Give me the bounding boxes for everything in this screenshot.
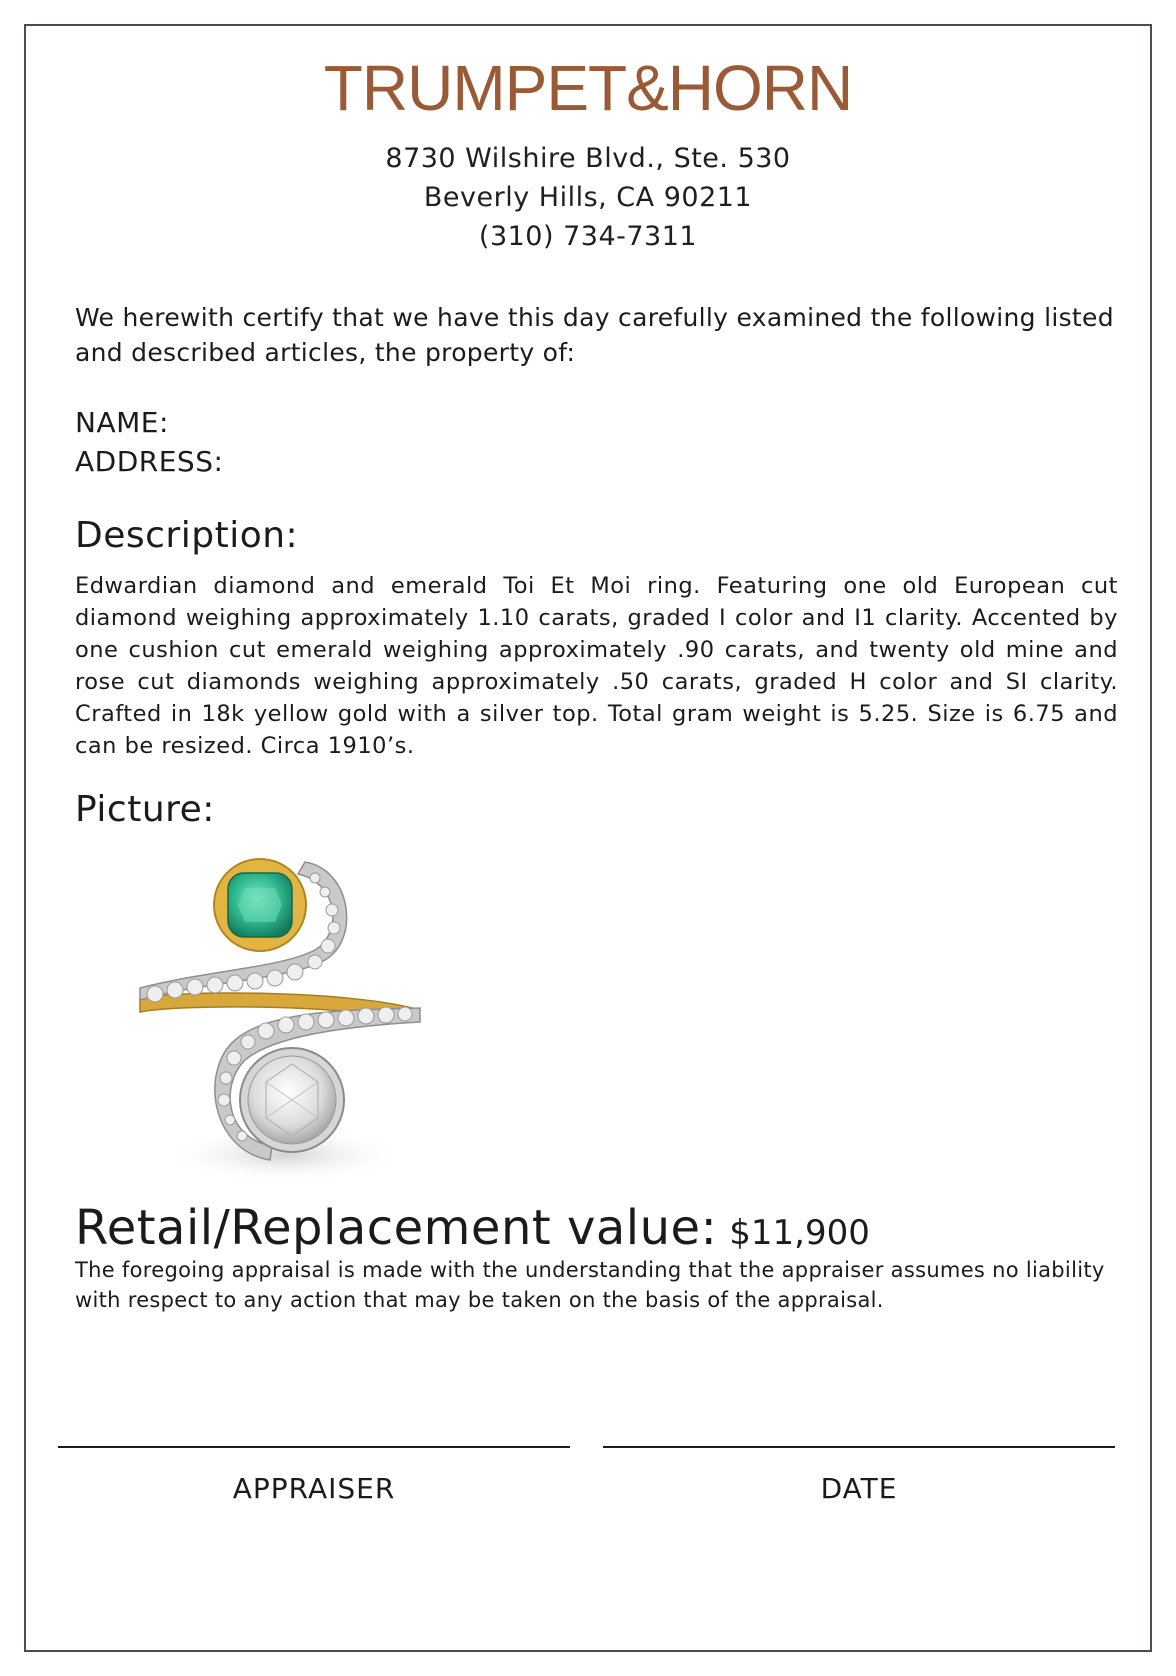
description-heading: Description: bbox=[75, 515, 299, 556]
appraiser-signature-line bbox=[58, 1446, 570, 1448]
appraiser-label: APPRAISER bbox=[232, 1472, 396, 1505]
picture-heading: Picture: bbox=[75, 789, 215, 830]
value-label: Retail/Replacement value: bbox=[75, 1200, 718, 1256]
phone-number: (310) 734-7311 bbox=[478, 221, 698, 252]
address-line-2: Beverly Hills, CA 90211 bbox=[423, 182, 753, 213]
owner-name-label: NAME: bbox=[75, 406, 169, 439]
certify-statement: We herewith certify that we have this day carefully examined the following listed and described articles, the property of: bbox=[75, 303, 1114, 367]
description-text: Edwardian diamond and emerald Toi Et Moi ring. Featuring one old European cut diamond weighing approximately 1.10 carats, graded I color and I1 clarity. Accented by one cushion cut emerald weighing approximately .90 carats, and twenty old mine and rose cut diamonds weighing approximately .50 carats, graded H color and SI clarity. Crafted in 18k yellow gold with a silver top. Total gram weight is 5.25. Size is 6.75 and can be resized. Circa 1910’s. bbox=[75, 573, 1118, 759]
ring-photo bbox=[120, 850, 440, 1195]
brand-logo: TRUMPET&HORN bbox=[323, 52, 853, 124]
address-line-1: 8730 Wilshire Blvd., Ste. 530 bbox=[385, 143, 791, 174]
value-row bbox=[75, 1200, 870, 1256]
value-amount: $11,900 bbox=[729, 1213, 870, 1253]
date-label: DATE bbox=[820, 1472, 898, 1505]
owner-address-label: ADDRESS: bbox=[75, 445, 224, 478]
date-signature-line bbox=[603, 1446, 1115, 1448]
certificate-border bbox=[24, 24, 1152, 1652]
disclaimer-text: The foregoing appraisal is made with the understanding that the appraiser assumes no liability with respect to any action that may be taken on the basis of the appraisal. bbox=[75, 1258, 1105, 1312]
